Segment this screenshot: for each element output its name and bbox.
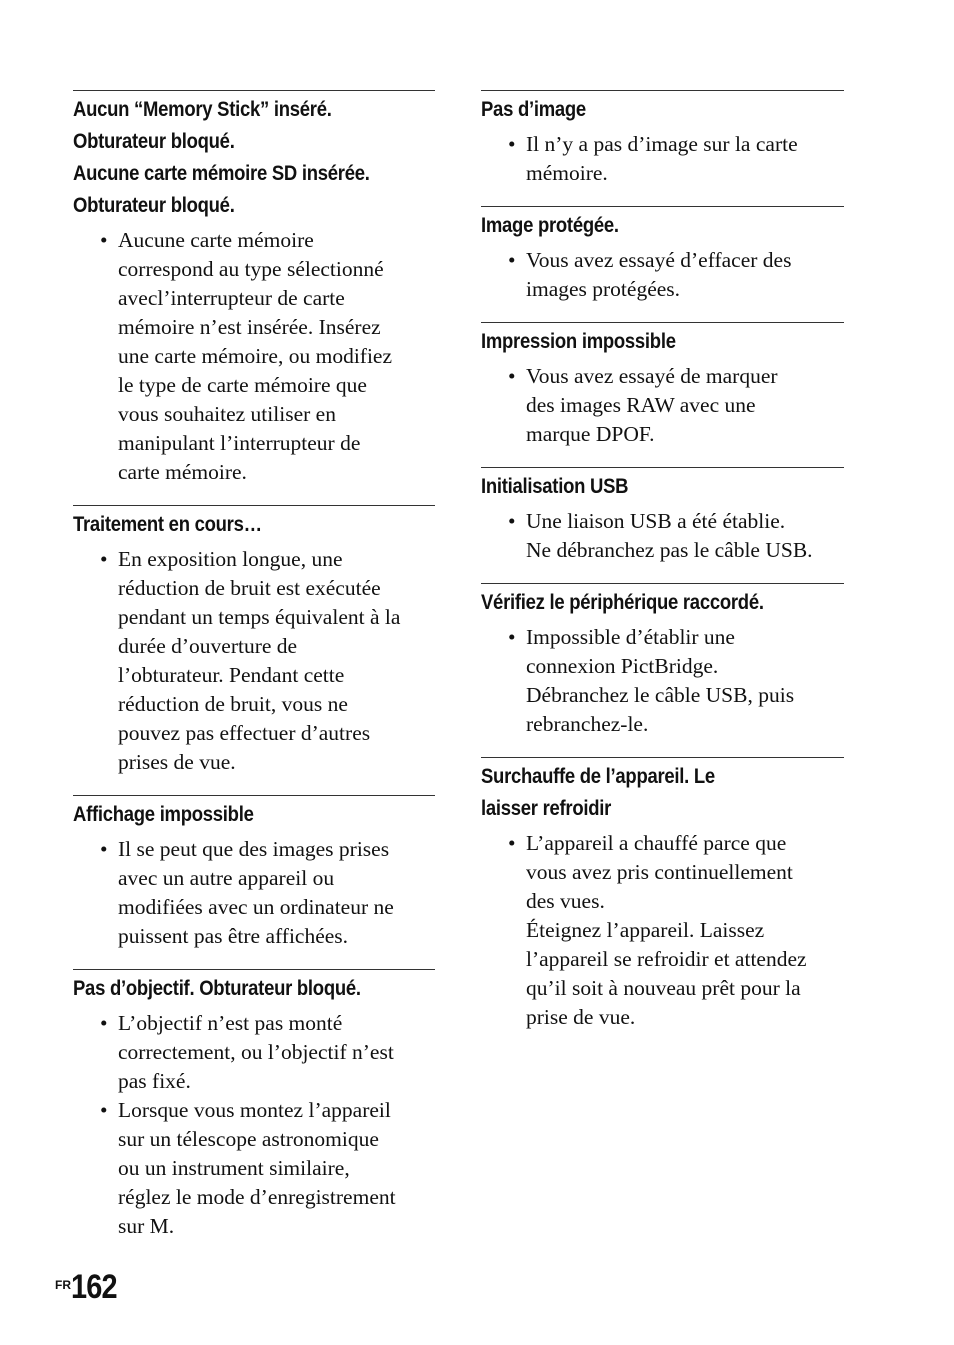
bullet-item: [481, 130, 844, 188]
page-number: [55, 1268, 125, 1307]
bullet-text-line: Impossible d’établir une: [526, 625, 735, 649]
bullet-text-line: pas fixé.: [118, 1069, 191, 1093]
heading-line: Aucune carte mémoire SD insérée.: [73, 162, 370, 185]
bullet-item: [73, 545, 435, 777]
bullet-text-line: l’appareil se refroidir et attendez: [526, 947, 807, 971]
message-section: [481, 583, 844, 739]
heading-line: laisser refroidir: [481, 797, 612, 820]
bullet-icon: •: [508, 831, 516, 855]
bullet-text-line: manipulant l’interrupteur de: [118, 431, 361, 455]
bullet-text-line: rebranchez-le.: [526, 712, 649, 736]
bullet-text-line: des images RAW avec une: [526, 393, 756, 417]
bullet-text-line: Vous avez essayé de marquer: [526, 364, 778, 388]
bullet-text-line: sur un télescope astronomique: [118, 1127, 379, 1151]
bullet-text-line: Aucune carte mémoire: [118, 228, 314, 252]
bullet-icon: •: [508, 248, 516, 272]
bullet-list: [73, 1009, 435, 1241]
bullet-text-line: des vues.: [526, 889, 605, 913]
message-section: [481, 206, 844, 304]
heading-line: Pas d’image: [481, 98, 586, 121]
page-number-value: 162: [71, 1268, 117, 1306]
bullet-text-line: connexion PictBridge.: [526, 654, 719, 678]
bullet-icon: •: [508, 364, 516, 388]
bullet-item: [73, 1096, 435, 1241]
bullet-text-line: Il se peut que des images prises: [118, 837, 390, 861]
bullet-text-line: le type de carte mémoire que: [118, 373, 367, 397]
bullet-text-line: L’objectif n’est pas monté: [118, 1011, 343, 1035]
section-heading: [481, 758, 800, 825]
bullet-text-line: vous souhaitez utiliser en: [118, 402, 336, 426]
bullet-text-line: Vous avez essayé d’effacer des: [526, 248, 792, 272]
bullet-text-line: pouvez pas effectuer d’autres: [118, 721, 371, 745]
bullet-text-line: vous avez pris continuellement: [526, 860, 793, 884]
section-heading: [73, 91, 392, 222]
heading-line: Initialisation USB: [481, 475, 629, 498]
heading-line: Surchauffe de l’appareil. Le: [481, 765, 715, 788]
bullet-text-line: modifiées avec un ordinateur ne: [118, 895, 394, 919]
section-heading: [481, 323, 800, 358]
heading-line: Obturateur bloqué.: [73, 130, 235, 153]
section-heading: [73, 506, 392, 541]
bullet-item: [481, 246, 844, 304]
bullet-icon: •: [100, 837, 108, 861]
bullet-text-line: une carte mémoire, ou modifiez: [118, 344, 393, 368]
bullet-text-line: pendant un temps équivalent à la: [118, 605, 401, 629]
message-section: [481, 322, 844, 449]
bullet-list: [481, 507, 844, 565]
bullet-text-line: Éteignez l’appareil. Laissez: [526, 918, 765, 942]
message-section: [481, 467, 844, 565]
bullet-text-line: réduction de bruit, vous ne: [118, 692, 348, 716]
section-heading: [481, 584, 800, 619]
bullet-text-line: Il n’y a pas d’image sur la carte: [526, 132, 798, 156]
message-section: [73, 969, 435, 1241]
heading-line: Impression impossible: [481, 330, 676, 353]
bullet-icon: •: [100, 228, 108, 252]
bullet-list: [481, 829, 844, 1032]
bullet-text-line: avec un autre appareil ou: [118, 866, 335, 890]
bullet-text-line: durée d’ouverture de: [118, 634, 298, 658]
bullet-icon: •: [508, 625, 516, 649]
heading-line: Affichage impossible: [73, 803, 254, 826]
bullet-text-line: L’appareil a chauffé parce que: [526, 831, 787, 855]
bullet-icon: •: [100, 1011, 108, 1035]
message-section: [481, 90, 844, 188]
bullet-icon: •: [100, 1098, 108, 1122]
section-heading: [481, 207, 800, 242]
bullet-item: [481, 507, 844, 565]
bullet-text-line: Ne débranchez pas le câble USB.: [526, 538, 813, 562]
bullet-icon: •: [508, 132, 516, 156]
bullet-item: [73, 835, 435, 951]
bullet-text-line: Lorsque vous montez l’appareil: [118, 1098, 391, 1122]
bullet-text-line: images protégées.: [526, 277, 681, 301]
bullet-item: [481, 623, 844, 739]
bullet-text-line: En exposition longue, une: [118, 547, 343, 571]
heading-line: Image protégée.: [481, 214, 619, 237]
bullet-text-line: Une liaison USB a été établie.: [526, 509, 786, 533]
bullet-text-line: marque DPOF.: [526, 422, 655, 446]
bullet-text-line: réglez le mode d’enregistrement: [118, 1185, 396, 1209]
heading-line: Obturateur bloqué.: [73, 194, 235, 217]
bullet-text-line: carte mémoire.: [118, 460, 247, 484]
heading-line: Pas d’objectif. Obturateur bloqué.: [73, 977, 361, 1000]
bullet-list: [481, 130, 844, 188]
section-heading: [481, 91, 800, 126]
bullet-item: [481, 829, 844, 1032]
bullet-item: [481, 362, 844, 449]
heading-line: Aucun “Memory Stick” inséré.: [73, 98, 332, 121]
bullet-text-line: qu’il soit à nouveau prêt pour la: [526, 976, 801, 1000]
bullet-item: [73, 226, 435, 487]
message-section: [481, 757, 844, 1032]
bullet-text-line: réduction de bruit est exécutée: [118, 576, 381, 600]
bullet-text-line: l’obturateur. Pendant cette: [118, 663, 345, 687]
message-section: [73, 505, 435, 777]
bullet-list: [73, 226, 435, 487]
bullet-text-line: mémoire.: [526, 161, 608, 185]
section-heading: [73, 970, 392, 1005]
bullet-text-line: sur M.: [118, 1214, 175, 1238]
message-section: [73, 795, 435, 951]
bullet-text-line: avecl’interrupteur de carte: [118, 286, 345, 310]
right-column: [481, 90, 844, 1050]
bullet-list: [481, 362, 844, 449]
bullet-list: [73, 545, 435, 777]
bullet-list: [73, 835, 435, 951]
section-heading: [481, 468, 800, 503]
bullet-list: [481, 623, 844, 739]
bullet-text-line: prises de vue.: [118, 750, 236, 774]
bullet-text-line: Débranchez le câble USB, puis: [526, 683, 795, 707]
bullet-text-line: puissent pas être affichées.: [118, 924, 349, 948]
heading-line: Traitement en cours…: [73, 513, 262, 536]
bullet-item: [73, 1009, 435, 1096]
message-section: [73, 90, 435, 487]
bullet-list: [481, 246, 844, 304]
section-heading: [73, 796, 392, 831]
page-language-label: FR: [55, 1278, 71, 1292]
left-column: [73, 90, 435, 1259]
heading-line: Vérifiez le périphérique raccordé.: [481, 591, 764, 614]
bullet-text-line: mémoire n’est insérée. Insérez: [118, 315, 381, 339]
bullet-text-line: prise de vue.: [526, 1005, 636, 1029]
bullet-icon: •: [508, 509, 516, 533]
bullet-icon: •: [100, 547, 108, 571]
bullet-text-line: correctement, ou l’objectif n’est: [118, 1040, 394, 1064]
bullet-text-line: correspond au type sélectionné: [118, 257, 384, 281]
bullet-text-line: ou un instrument similaire,: [118, 1156, 350, 1180]
